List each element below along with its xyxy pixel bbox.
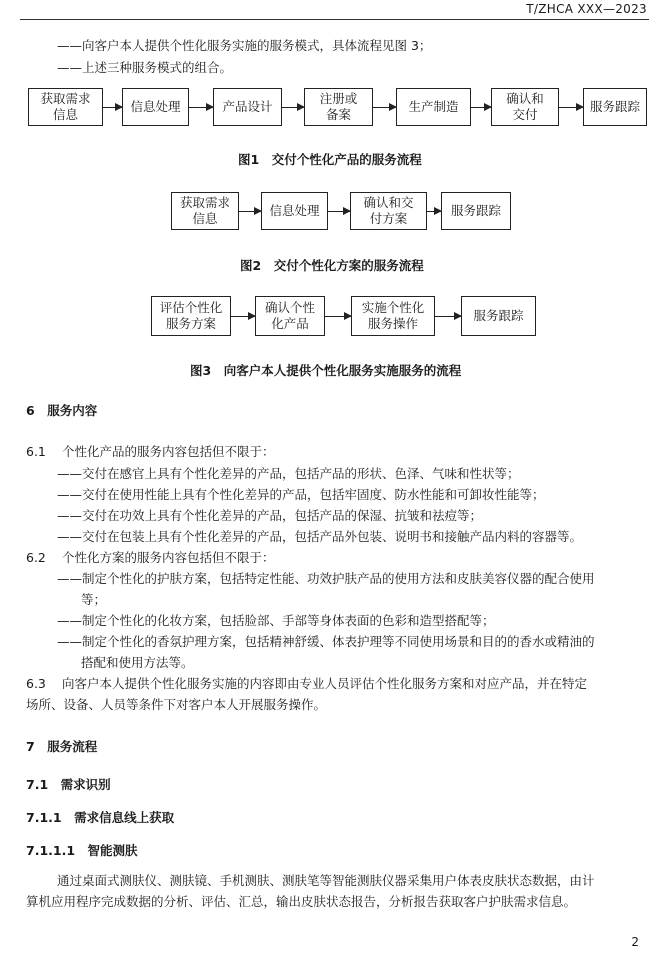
section-7-heading: 7 服务流程 xyxy=(26,739,98,754)
intro-line-2: ——上述三种服务模式的组合。 xyxy=(57,60,233,75)
clause-6-2-line: 搭配和使用方法等。 xyxy=(81,655,194,670)
clause-6-2-number: 6.2 xyxy=(26,550,46,565)
header-rule xyxy=(20,19,649,20)
fig1-box-2: 信息处理 xyxy=(122,88,189,126)
fig2-arrow-2 xyxy=(328,211,350,212)
clause-6-1-item: ——交付在感官上具有个性化差异的产品，包括产品的形状、色泽、气味和性状等； xyxy=(57,466,520,481)
body-paragraph-line-2: 算机应用程序完成数据的分析、评估、汇总，输出皮肤状态报告，分析报告获取客户护肤需求信息。 xyxy=(26,894,577,909)
clause-7-1-1-heading: 7.1.1 需求信息线上获取 xyxy=(26,810,175,825)
clause-6-1-number: 6.1 xyxy=(26,444,46,459)
fig1-arrow-3 xyxy=(282,107,304,108)
clause-7-1-1-1-heading: 7.1.1.1 智能测肤 xyxy=(26,843,138,858)
fig2-arrow-3 xyxy=(427,211,441,212)
fig3-box-2: 确认个性 化产品 xyxy=(255,296,325,336)
fig2-box-4: 服务跟踪 xyxy=(441,192,511,230)
fig1-arrow-1 xyxy=(103,107,122,108)
figure-2-caption: 图2 交付个性化方案的服务流程 xyxy=(240,258,424,273)
fig2-arrow-1 xyxy=(239,211,261,212)
clause-7-1-heading: 7.1 需求识别 xyxy=(26,777,111,792)
fig1-box-5: 生产制造 xyxy=(396,88,471,126)
clause-6-3-text: 向客户本人提供个性化服务实施的内容即由专业人员评估个性化服务方案和对应产品，并在特定 xyxy=(62,676,588,691)
clause-6-1-item: ——交付在功效上具有个性化差异的产品，包括产品的保湿、抗皱和祛痘等； xyxy=(57,508,483,523)
section-6-heading: 6 服务内容 xyxy=(26,403,98,418)
clause-6-1-item: ——交付在包装上具有个性化差异的产品，包括产品外包装、说明书和接触产品内料的容器等。 xyxy=(57,529,583,544)
clause-6-3-text-cont: 场所、设备、人员等条件下对客户本人开展服务操作。 xyxy=(26,697,327,712)
page-number: 2 xyxy=(631,935,639,949)
fig1-arrow-4 xyxy=(373,107,396,108)
fig2-box-1: 获取需求 信息 xyxy=(171,192,239,230)
doc-code-header: T/ZHCA XXX—2023 xyxy=(526,2,647,16)
clause-6-3-number: 6.3 xyxy=(26,676,46,691)
clause-6-1-item: ——交付在使用性能上具有个性化差异的产品，包括牢固度、防水性能和可卸妆性能等； xyxy=(57,487,545,502)
intro-line-1: ——向客户本人提供个性化服务实施的服务模式，具体流程见图 3； xyxy=(57,38,432,53)
clause-6-2-line: ——制定个性化的香氛护理方案，包括精神舒缓、体表护理等不同使用场景和目的的香水或精油的 xyxy=(57,634,595,649)
fig3-arrow-3 xyxy=(435,316,461,317)
fig3-arrow-2 xyxy=(325,316,351,317)
clause-6-2-text: 个性化方案的服务内容包括但不限于： xyxy=(62,550,275,565)
fig2-box-3: 确认和交 付方案 xyxy=(350,192,427,230)
fig1-box-3: 产品设计 xyxy=(213,88,282,126)
clause-6-2-line: ——制定个性化的护肤方案，包括特定性能、功效护肤产品的使用方法和皮肤美容仪器的配合使用 xyxy=(57,571,595,586)
fig3-box-4: 服务跟踪 xyxy=(461,296,536,336)
body-paragraph-line-1: 通过桌面式测肤仪、测肤镜、手机测肤、测肤笔等智能测肤仪器采集用户体表皮肤状态数据，由计 xyxy=(57,873,595,888)
clause-6-2-line: ——制定个性化的化妆方案，包括脸部、手部等身体表面的色彩和造型搭配等； xyxy=(57,613,495,628)
fig1-box-4: 注册或 备案 xyxy=(304,88,373,126)
fig2-box-2: 信息处理 xyxy=(261,192,328,230)
fig1-arrow-6 xyxy=(559,107,583,108)
fig3-box-1: 评估个性化 服务方案 xyxy=(151,296,231,336)
fig1-box-6: 确认和 交付 xyxy=(491,88,559,126)
clause-6-2-line: 等； xyxy=(81,592,107,607)
clause-6-1-text: 个性化产品的服务内容包括但不限于： xyxy=(62,444,275,459)
fig1-arrow-2 xyxy=(189,107,213,108)
fig1-box-1: 获取需求 信息 xyxy=(28,88,103,126)
figure-1-caption: 图1 交付个性化产品的服务流程 xyxy=(238,152,422,167)
figure-3-caption: 图3 向客户本人提供个性化服务实施服务的流程 xyxy=(190,363,462,378)
fig1-box-7: 服务跟踪 xyxy=(583,88,647,126)
fig3-arrow-1 xyxy=(231,316,255,317)
fig1-arrow-5 xyxy=(471,107,491,108)
fig3-box-3: 实施个性化 服务操作 xyxy=(351,296,435,336)
